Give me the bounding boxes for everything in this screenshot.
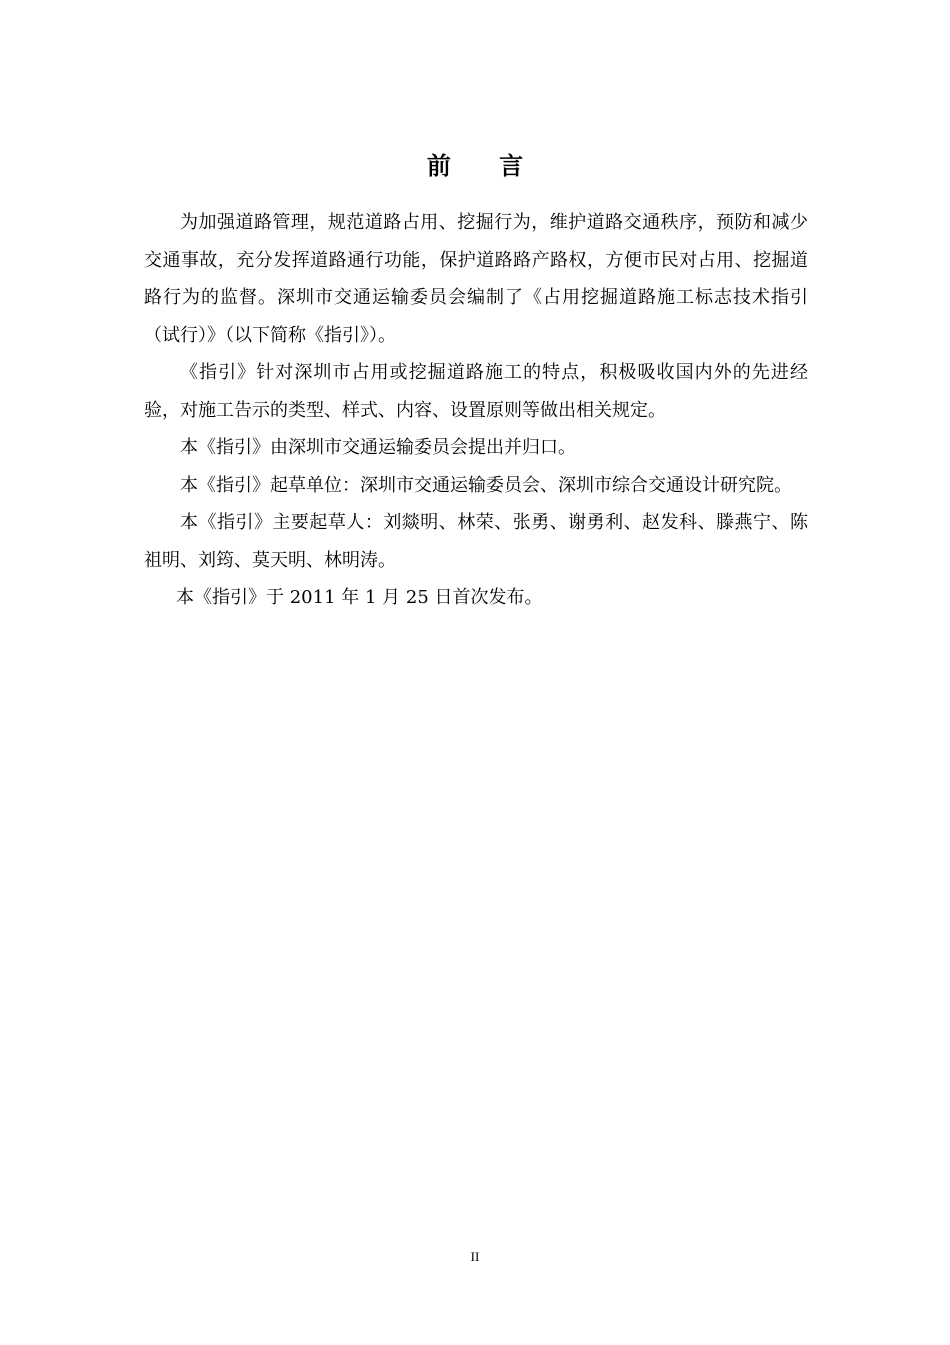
body-text	[144, 204, 808, 617]
paragraph-drafters: 本《指引》主要起草人：刘燚明、林荣、张勇、谢勇利、赵发科、滕燕宁、陈祖明、刘筠、莫天明、林明涛。	[144, 512, 808, 571]
page-number: II	[470, 1249, 480, 1264]
paragraph-scope: 《指引》针对深圳市占用或挖掘道路施工的特点，积极吸收国内外的先进经验，对施工告示的类型、样式、内容、设置原则等做出相关规定。	[144, 362, 808, 421]
page-title: 前 言	[426, 151, 544, 180]
paragraph-proposer: 本《指引》由深圳市交通运输委员会提出并归口。	[180, 437, 576, 458]
paragraph-purpose: 为加强道路管理，规范道路占用、挖掘行为，维护道路交通秩序，预防和减少交通事故，充分发挥道路通行功能，保护道路路产路权，方便市民对占用、挖掘道路行为的监督。深圳市交通运输委员会编制了《占用挖掘道路施工标志技术指引（试行）》（以下简称《指引》）。	[144, 212, 808, 346]
paragraph-drafting-units: 本《指引》起草单位：深圳市交通运输委员会、深圳市综合交通设计研究院。	[180, 474, 792, 496]
paragraph-release-date: 本《指引》于 2011 年 1 月 25 日首次发布。	[176, 587, 543, 608]
